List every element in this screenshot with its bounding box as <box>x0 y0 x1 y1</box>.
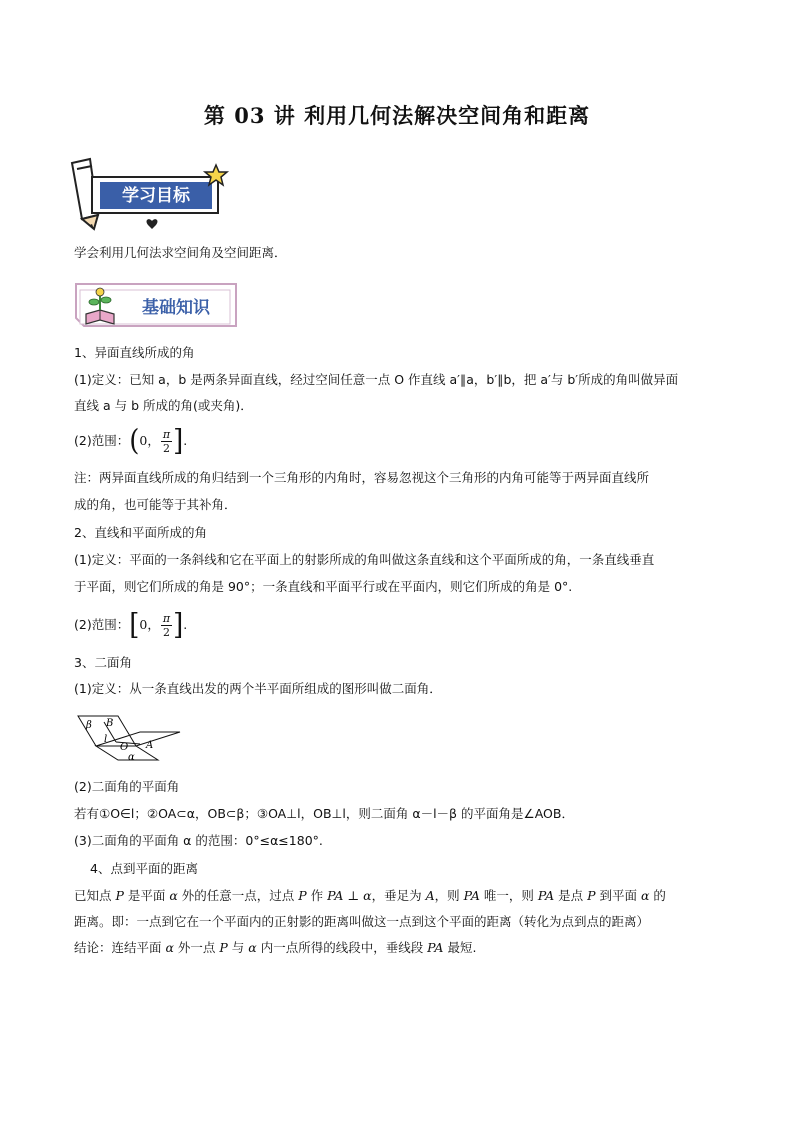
s3-def: (1)定义：从一条直线出发的两个半平面所组成的图形叫做二面角． <box>74 681 442 696</box>
s4-conclusion: 结论：连结平面 α 外一点 P 与 α 内一点所得的线段中，垂线段 PA 最短. <box>74 940 477 955</box>
s1-range-zero: 0， <box>139 433 160 448</box>
pi-over-2-fraction <box>161 428 172 455</box>
s3-plane-text: 若有①O∈l；②OA⊂α，OB⊂β；③OA⊥l，OB⊥l，则二面角 α－l－β 的平面角是∠AOB． <box>74 806 574 821</box>
s2-range-zero: 0， <box>139 617 160 632</box>
label-B: B <box>106 718 114 729</box>
s1-def-line2: 直线 a 与 b 所成的角(或夹角)． <box>74 398 253 413</box>
s1-range: (2)范围： ( 0， $\frac{\pi}{2}$ ] . <box>74 424 188 458</box>
basics-badge <box>70 280 242 334</box>
s1-heading: 1、异面直线所成的角 <box>74 345 195 360</box>
s2-range-den: 2 <box>162 625 170 639</box>
s2-range-right: ] <box>173 608 184 642</box>
s1-note-line2: 成的角，也可能等于其补角． <box>74 497 237 512</box>
s1-note-line1: 注：两异面直线所成的角归结到一个三角形的内角时，容易忽视这个三角形的内角可能等于两异面直线所 <box>74 470 650 485</box>
s1-def-line1: (1)定义：已知 a，b 是两条异面直线，经过空间任意一点 O 作直线 a′∥a，b′∥b，把 a′与 b′所成的角叫做异面 <box>74 372 679 387</box>
s2-range-num: π <box>162 611 171 625</box>
s3-heading: 3、二面角 <box>74 655 132 670</box>
s2-range: (2)范围： [ 0， $\frac{\pi}{2}$ ] . <box>74 608 188 642</box>
s1-range-left: ( <box>129 424 140 458</box>
s1-range-num: π <box>162 427 171 441</box>
label-beta: β <box>86 720 92 731</box>
s4-line1: 已知点 P 是平面 α 外的任意一点，过点 P 作 PA ⊥ α，垂足为 A，则 PA 唯一，则 PA 是点 P 到平面 α 的 <box>74 888 666 903</box>
pi-over-2-fraction <box>161 612 172 639</box>
s2-range-label: (2)范围： <box>74 617 130 632</box>
s2-def-line1: (1)定义：平面的一条斜线和它在平面上的射影所成的角叫做这条直线和这个平面所成的角，一条直线垂直 <box>74 552 655 567</box>
s1-range-den: 2 <box>162 441 170 455</box>
heart-icon <box>147 219 158 229</box>
s2-def-line2: 于平面，则它们所成的角是 90°；一条直线和平面平行或在平面内，则它们所成的角是 0°. <box>74 579 573 594</box>
basics-badge-label: 基础知识 <box>142 298 210 317</box>
s3-range-text: (3)二面角的平面角 α 的范围：0°≤α≤180°. <box>74 833 323 848</box>
label-A: A <box>146 740 154 751</box>
s2-heading: 2、直线和平面所成的角 <box>74 525 207 540</box>
s4-line2: 距离。即：一点到它在一个平面内的正射影的距离叫做这一点到这个平面的距离（转化为点到点的距离） <box>74 914 650 929</box>
goals-badge <box>68 155 238 235</box>
s1-range-right: ] <box>173 424 184 458</box>
s4-heading: 4、点到平面的距离 <box>90 861 198 876</box>
dihedral-angle-diagram <box>74 712 184 764</box>
s3-plane-heading: (2)二面角的平面角 <box>74 779 180 794</box>
label-alpha: α <box>128 752 135 763</box>
goal-text: 学会利用几何法求空间角及空间距离． <box>74 245 287 260</box>
label-l: l <box>104 734 108 745</box>
label-O: O <box>120 742 129 753</box>
page-title: 第 03 讲 利用几何法解决空间角和距离 <box>203 103 591 128</box>
s2-range-left: [ <box>129 608 140 642</box>
goals-badge-label: 学习目标 <box>122 186 190 205</box>
s1-range-label: (2)范围： <box>74 433 130 448</box>
